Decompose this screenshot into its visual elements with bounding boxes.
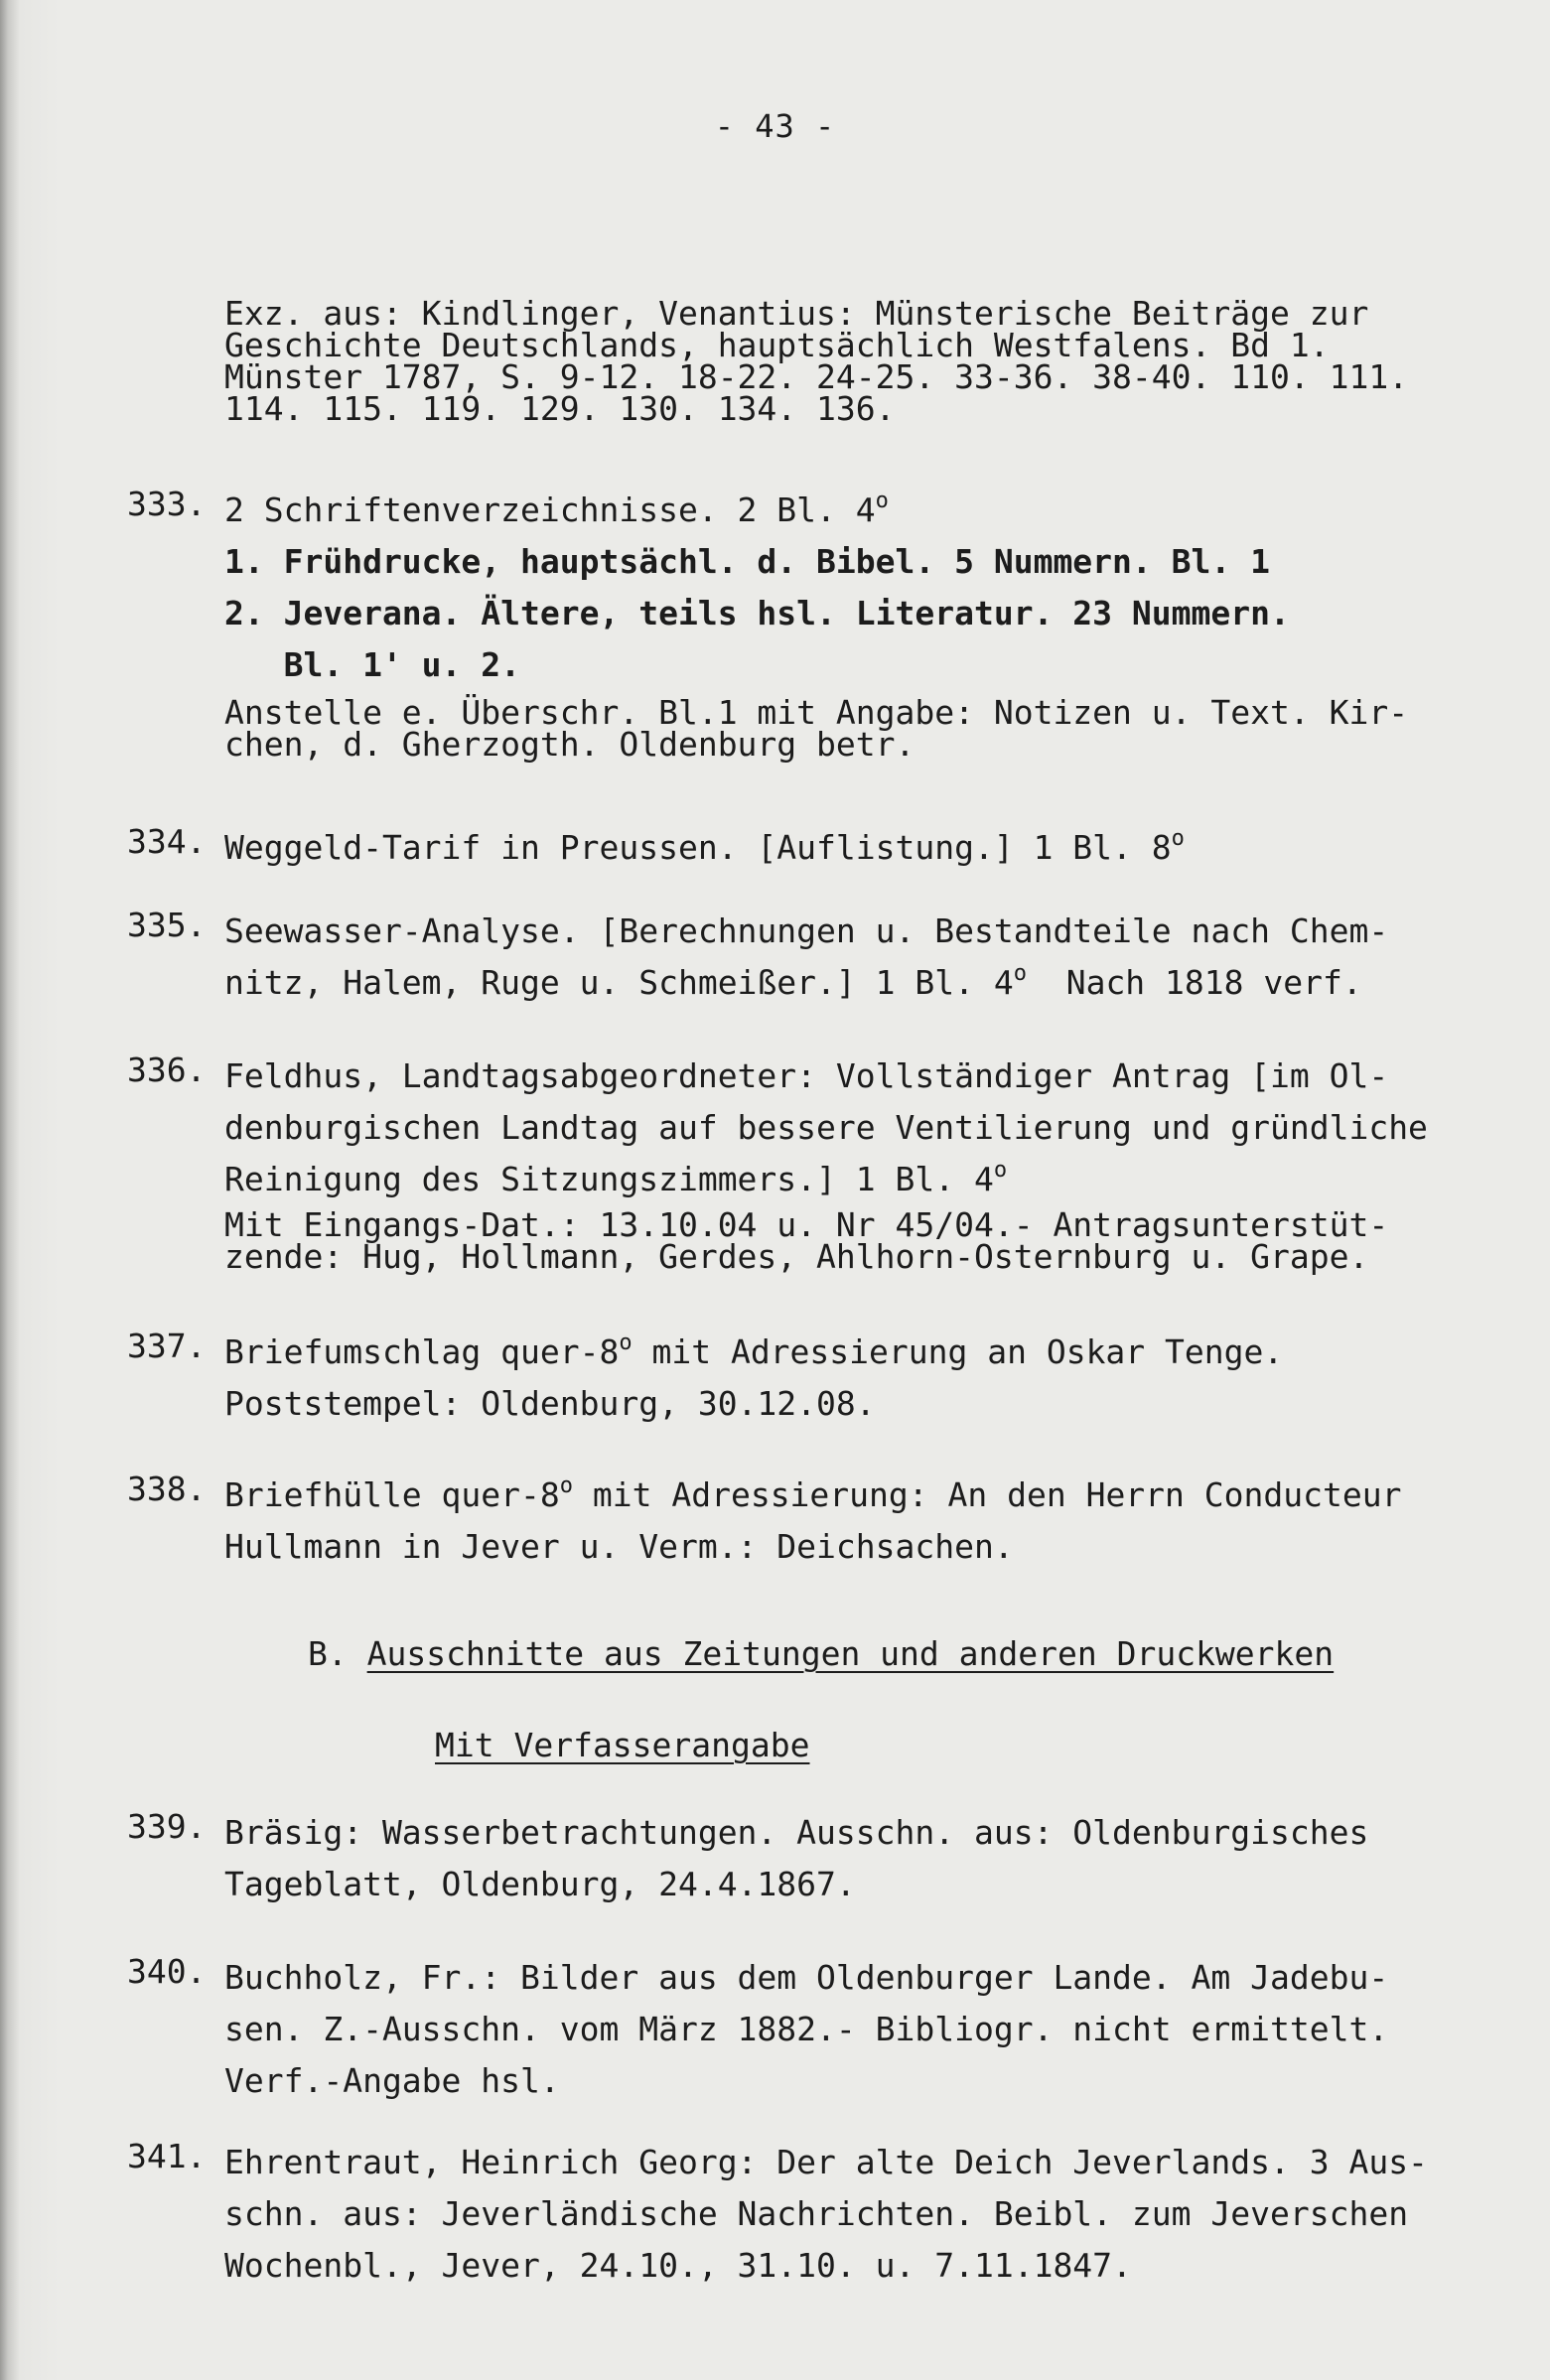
format-superscript: o: [1013, 961, 1027, 986]
entry-title: Weggeld-Tarif in Preussen. [Auflistung.] 1 Bl. 8: [224, 828, 1172, 867]
sub-item: Bl. 1' u. 2.: [224, 645, 521, 684]
note-line: zende: Hug, Hollmann, Gerdes, Ahlhorn-Osternburg u. Grape.: [224, 1237, 1369, 1276]
entry-number: 333.: [127, 485, 207, 523]
entry-body: [224, 1470, 1515, 1573]
intro-line: 114. 115. 119. 129. 130. 134. 136.: [224, 389, 896, 428]
format-superscript: o: [875, 489, 889, 513]
entry-line: Poststempel: Oldenburg, 30.12.08.: [224, 1384, 876, 1423]
entry-number: 338.: [127, 1470, 207, 1508]
entry-body: [224, 1807, 1515, 1910]
entry-number: 337.: [127, 1327, 207, 1365]
entry-number: 339.: [127, 1807, 207, 1846]
entry-line: schn. aus: Jeverländische Nachrichten. Beibl. zum Jeverschen: [224, 2194, 1409, 2233]
entry-line: Seewasser-Analyse. [Berechnungen u. Bestandteile nach Chem-: [224, 911, 1389, 950]
section-subtitle: Mit Verfasserangabe: [435, 1726, 810, 1764]
intro-line: Münster 1787, S. 9-12. 18-22. 24-25. 33-36. 38-40. 110. 111.: [224, 357, 1409, 396]
format-superscript: o: [993, 1158, 1008, 1183]
section-subheading: [435, 1726, 810, 1764]
entry-body: [224, 1327, 1515, 1430]
sub-item: 2. Jeverana. Ältere, teils hsl. Literatur. 23 Nummern.: [224, 594, 1290, 632]
entry-line: Feldhus, Landtagsabgeordneter: Vollständiger Antrag [im Ol-: [224, 1056, 1389, 1095]
entry-line: Ehrentraut, Heinrich Georg: Der alte Deich Jeverlands. 3 Aus-: [224, 2143, 1428, 2181]
entry-line: Wochenbl., Jever, 24.10., 31.10. u. 7.11.1847.: [224, 2246, 1132, 2285]
entry-line: Briefumschlag quer-8: [224, 1332, 620, 1371]
format-superscript: o: [1171, 826, 1185, 851]
intro-paragraph: [224, 294, 1515, 428]
entry-line: sen. Z.-Ausschn. vom März 1882.- Bibliogr. nicht ermittelt.: [224, 2010, 1389, 2048]
intro-line: Exz. aus: Kindlinger, Venantius: Münsterische Beiträge zur: [224, 294, 1369, 333]
entry-number: 340.: [127, 1952, 207, 1991]
entry-number: 334.: [127, 822, 207, 861]
note-line: chen, d. Gherzogth. Oldenburg betr.: [224, 725, 916, 764]
entry-title: 2 Schriftenverzeichnisse. 2 Bl. 4: [224, 490, 876, 529]
entry-body: [224, 485, 1515, 691]
entry-line: denburgischen Landtag auf bessere Ventilierung und gründliche: [224, 1108, 1428, 1147]
entry-line: Tageblatt, Oldenburg, 24.4.1867.: [224, 1865, 856, 1903]
note-line: Mit Eingangs-Dat.: 13.10.04 u. Nr 45/04.- Antragsunterstüt-: [224, 1205, 1389, 1244]
entry-line: Hullmann in Jever u. Verm.: Deichsachen.: [224, 1527, 1014, 1566]
entry-line: Bräsig: Wasserbetrachtungen. Ausschn. aus: Oldenburgisches: [224, 1813, 1369, 1852]
format-superscript: o: [619, 1330, 633, 1355]
page-number: - 43 -: [714, 107, 836, 145]
entry-line: Buchholz, Fr.: Bilder aus dem Oldenburger Lande. Am Jadebu-: [224, 1958, 1389, 1997]
entry-number: 335.: [127, 906, 207, 944]
entry-line: mit Adressierung an Oskar Tenge.: [632, 1332, 1284, 1371]
entry-body: [224, 1050, 1515, 1205]
format-superscript: o: [559, 1473, 574, 1498]
entry-body: [224, 822, 1515, 874]
note-line: Anstelle e. Überschr. Bl.1 mit Angabe: Notizen u. Text. Kir-: [224, 693, 1409, 732]
entry-line: nitz, Halem, Ruge u. Schmeißer.] 1 Bl. 4: [224, 963, 1014, 1002]
entry-note-336: [224, 1205, 1515, 1276]
entry-body: [224, 906, 1515, 1009]
entry-number: 336.: [127, 1050, 207, 1089]
entry-line: Verf.-Angabe hsl.: [224, 2061, 560, 2100]
entry-line: mit Adressierung: An den Herrn Conducteur: [573, 1475, 1402, 1514]
entry-body: [224, 2137, 1515, 2292]
section-heading: [308, 1634, 1334, 1673]
entry-date-note: Nach 1818 verf.: [1026, 963, 1362, 1002]
entry-line: Briefhülle quer-8: [224, 1475, 560, 1514]
intro-line: Geschichte Deutschlands, hauptsächlich Westfalens. Bd 1.: [224, 326, 1330, 364]
entry-body: [224, 1952, 1515, 2107]
section-title: Ausschnitte aus Zeitungen und anderen Druckwerken: [366, 1634, 1335, 1673]
entry-note-333: [224, 693, 1515, 764]
entry-number: 341.: [127, 2137, 207, 2175]
section-letter: B.: [308, 1634, 348, 1673]
sub-item: 1. Frühdrucke, hauptsächl. d. Bibel. 5 Nummern. Bl. 1: [224, 542, 1270, 581]
entry-line: Reinigung des Sitzungszimmers.] 1 Bl. 4: [224, 1160, 994, 1198]
